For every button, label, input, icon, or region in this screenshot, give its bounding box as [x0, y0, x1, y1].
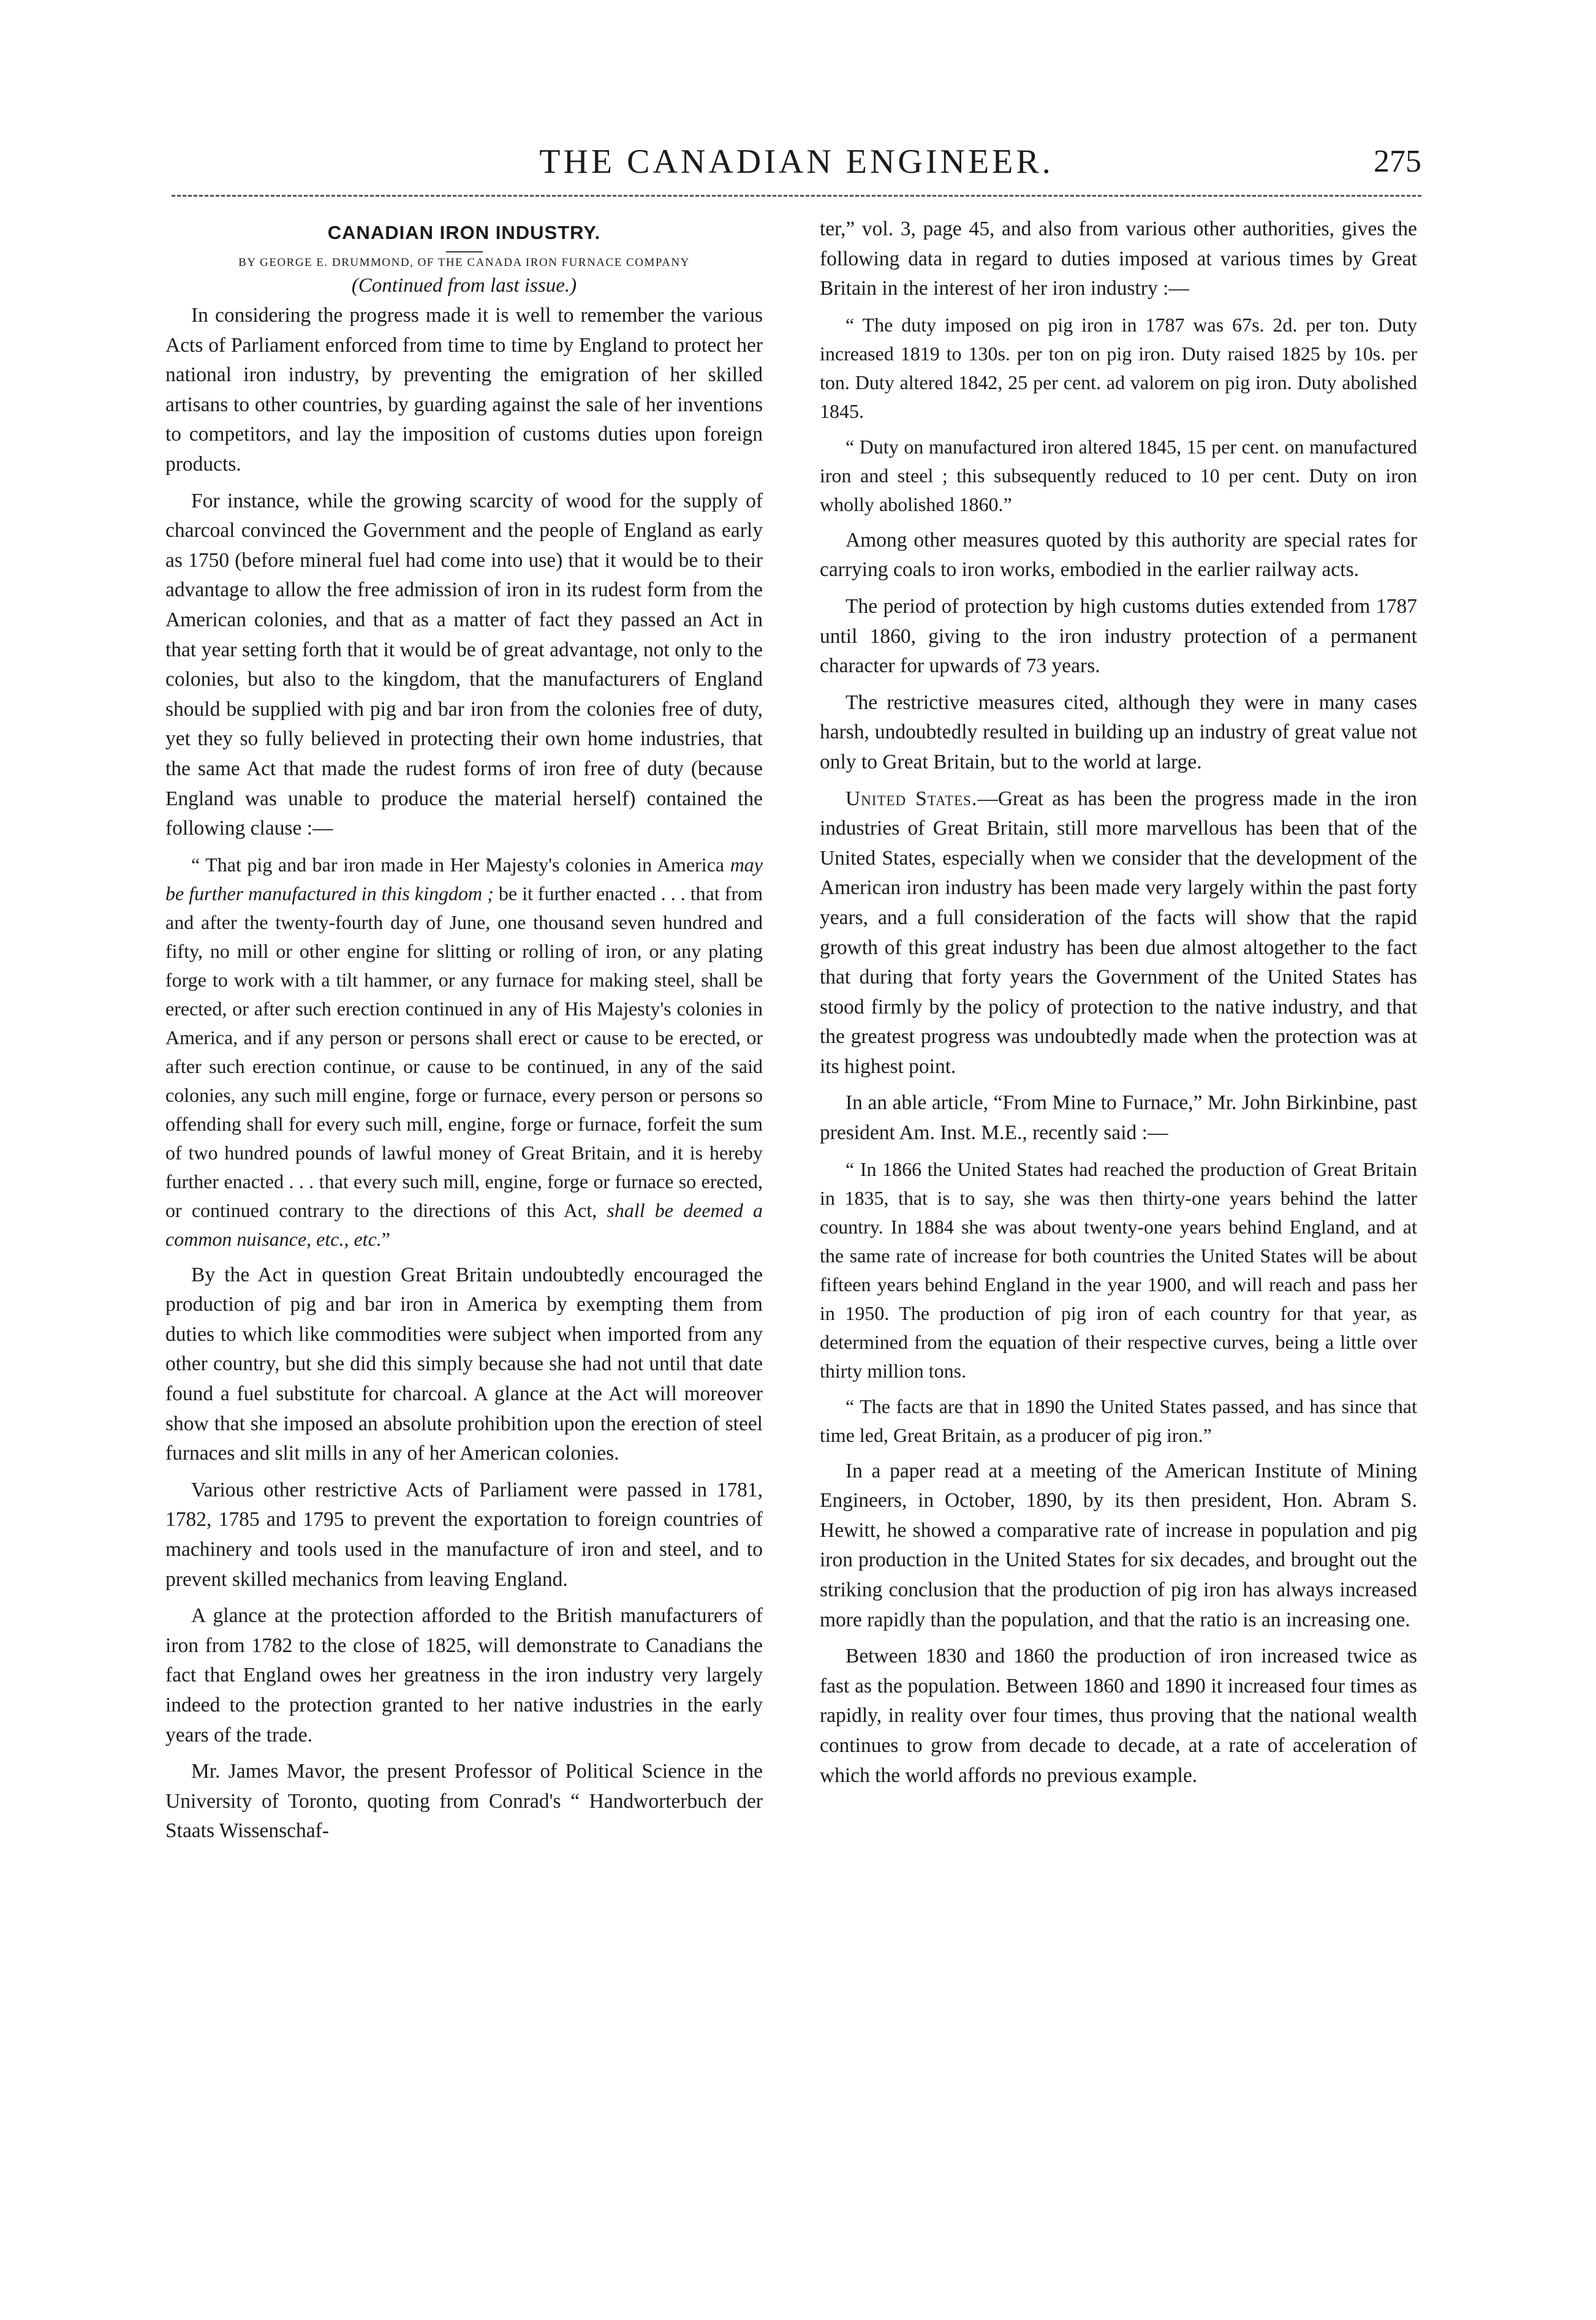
article-title: CANADIAN IRON INDUSTRY. — [327, 222, 601, 243]
quote-emphasis: may be further manufactured in this kingdom ; — [165, 853, 763, 904]
paragraph: ter,” vol. 3, page 45, and also from various other authorities, gives the following data in regard to duties imposed at various times by Great Britain in the interest of her iron industry :— — [820, 218, 1417, 300]
birkinbine-quotation: “ In 1866 the United States had reached the production of Great Britain in 1835, that is to say, she was then thirty-one years behind the latter country. In 1884 she was about twenty-one years behind England, and at the same rate of increase for both countries the United States will be about fifteen years behind England in the year 1900, and will reach and pass her in 1950. The production of pig iron of each country for that year, as determined from the equation of their respective curves, being a little over thirty million tons. — [820, 1158, 1417, 1382]
paragraph: Various other restrictive Acts of Parliament were passed in 1781, 1782, 1785 and 1795 to prevent the exportation to foreign countries of machinery and tools used in the manufacture of iron and steel, and to prevent skilled mechanics from leaving England. — [165, 1478, 763, 1591]
left-column — [165, 214, 763, 1853]
paragraph: In considering the progress made it is well to remember the various Acts of Parliament enforced from time to time by England to protect her national iron industry, by preventing the emigration of her skilled artisans to other countries, by guarding against the sale of her inventions to competitors, and lay the imposition of customs duties upon foreign products. — [165, 304, 763, 476]
quote-text: be it further enacted . . . that from and after the twenty-fourth day of June, one thousand seven hundred and fifty, no mill or other engine for slitting or rolling of iron, or any plating forge to work with a tilt hammer, or any furnace for making steel, shall be erected, or after such erection continued in any of His Majesty's colonies in America, and if any person or persons shall erect or cause to be erected, or after such erection continue, or cause to be continued, in any of the said colonies, any such mill engine, forge or furnace, every person or persons so offending shall for every such mill, engine, forge or furnace, forfeit the sum of two hundred pounds of lawful money of Great Britain, and it is hereby further enacted . . . that every such mill, engine, forge or furnace so erected, or continued contrary to the directions of this Act, — [165, 882, 763, 1221]
paragraph: Mr. James Mavor, the present Professor of Political Science in the University of Toronto, quoting from Conrad's “ Handworterbuch der Staats Wissenschaf- — [165, 1760, 763, 1843]
quote-emphasis: shall be deemed a common nuisance, etc., etc. — [165, 1199, 763, 1250]
paragraph: In a paper read at a meeting of the American Institute of Mining Engineers, in October, 1890, by its then president, Hon. Abram S. Hewitt, he showed a comparative rate of increase in population and pig iron production in the United States for six decades, and brought out the striking conclusion that the production of pig iron has always increased more rapidly than the population, and that the ratio is an increasing one. — [820, 1459, 1417, 1631]
paragraph: The restrictive measures cited, although they were in many cases harsh, undoubtedly resulted in building up an industry of great value not only to Great Britain, but to the world at large. — [820, 691, 1417, 773]
paragraph: Among other measures quoted by this authority are special rates for carrying coals to iron works, embodied in the earlier railway acts. — [820, 528, 1417, 582]
duty-quotation: “ The duty imposed on pig iron in 1787 was 67s. 2d. per ton. Duty increased 1819 to 130s. per ton on pig iron. Duty raised 1825 by 10s. per ton. Duty altered 1842, 25 per cent. ad valorem on pig iron. Duty abolished 1845. — [820, 313, 1417, 422]
journal-title: THE CANADIAN ENGINEER. — [539, 143, 1054, 181]
act-quotation — [165, 851, 763, 1254]
continued-note: (Continued from last issue.) — [351, 275, 577, 297]
paragraph: Between 1830 and 1860 the production of iron increased twice as fast as the population. Between 1860 and 1890 it increased four times as rapidly, in reality over four times, thus proving that the national wealth continues to grow from decade to decade, at a rate of acceleration of which the world affords no previous example. — [820, 1645, 1417, 1787]
title-rule — [446, 251, 483, 252]
paragraph: The period of protection by high customs duties extended from 1787 until 1860, giving to the iron industry protection of a permanent character for upwards of 73 years. — [820, 594, 1417, 678]
quote-close: ” — [381, 1227, 390, 1250]
section-text: —Great as has been the progress made in the iron industries of Great Britain, still more marvellous has been that of the United States, especially when we consider that the development of the American iron industry has been made very largely within the past forty years, and a full consideration of the facts will show that the rapid growth of this great industry has been due almost altogether to the fact that during that forty years the Government of the United States has stood firmly by the policy of protection to the native industry, and that the greatest progress was undoubtedly made when the protection was at its highest point. — [820, 787, 1417, 1078]
paragraph: For instance, while the growing scarcity of wood for the supply of charcoal convinced the Government and the people of England as early as 1750 (before mineral fuel had come into use) that it would be to their advantage to allow the free admission of iron in its rudest form from the American colonies, and that as a matter of fact they passed an Act in that year setting forth that it would be of great advantage, not only to the colonies, but also to the kingdom, that the manufacturers of England should be supplied with pig and bar iron from the colonies free of duty, yet they so fully believed in protecting their own home industries, that the same Act that made the rudest forms of iron free of duty (because England was unable to produce the material herself) contained the following clause :— — [165, 489, 763, 840]
section-paragraph — [820, 784, 1417, 1082]
page-number: 275 — [1374, 144, 1421, 179]
paragraph: By the Act in question Great Britain undoubtedly encouraged the production of pig and bar iron in America by exempting them from duties to which like commodities were subject when imported from any other country, but she did this simply because she had not until that date found a fuel substitute for charcoal. A glance at the Act will moreover show that she imposed an absolute prohibition upon the erection of steel furnaces and slit mills in any of her American colonies. — [165, 1263, 763, 1465]
running-head — [172, 142, 1421, 191]
right-column — [820, 214, 1417, 1797]
birkinbine-quotation: “ The facts are that in 1890 the United States passed, and has since that time led, Great Britain, as a producer of pig iron.” — [820, 1395, 1417, 1446]
section-lead: United States. — [845, 787, 978, 810]
paragraph: A glance at the protection afforded to the British manufacturers of iron from 1782 to the close of 1825, will demonstrate to Canadians the fact that England owes her greatness in the iron industry very largely indeed to the protection granted to her native industries in the early years of the trade. — [165, 1604, 763, 1746]
header-rule — [172, 195, 1421, 197]
duty-quotation: “ Duty on manufactured iron altered 1845, 15 per cent. on manufactured iron and steel ; this subsequently reduced to 10 per cent. Duty on iron wholly abolished 1860.” — [820, 435, 1417, 515]
paragraph: In an able article, “From Mine to Furnace,” Mr. John Birkinbine, past president Am. Inst. M.E., recently said :— — [820, 1091, 1417, 1145]
byline: BY GEORGE E. DRUMMOND, OF THE CANADA IRON FURNACE COMPANY — [238, 256, 690, 269]
quote-text: “ That pig and bar iron made in Her Majesty's colonies in America — [191, 853, 730, 876]
